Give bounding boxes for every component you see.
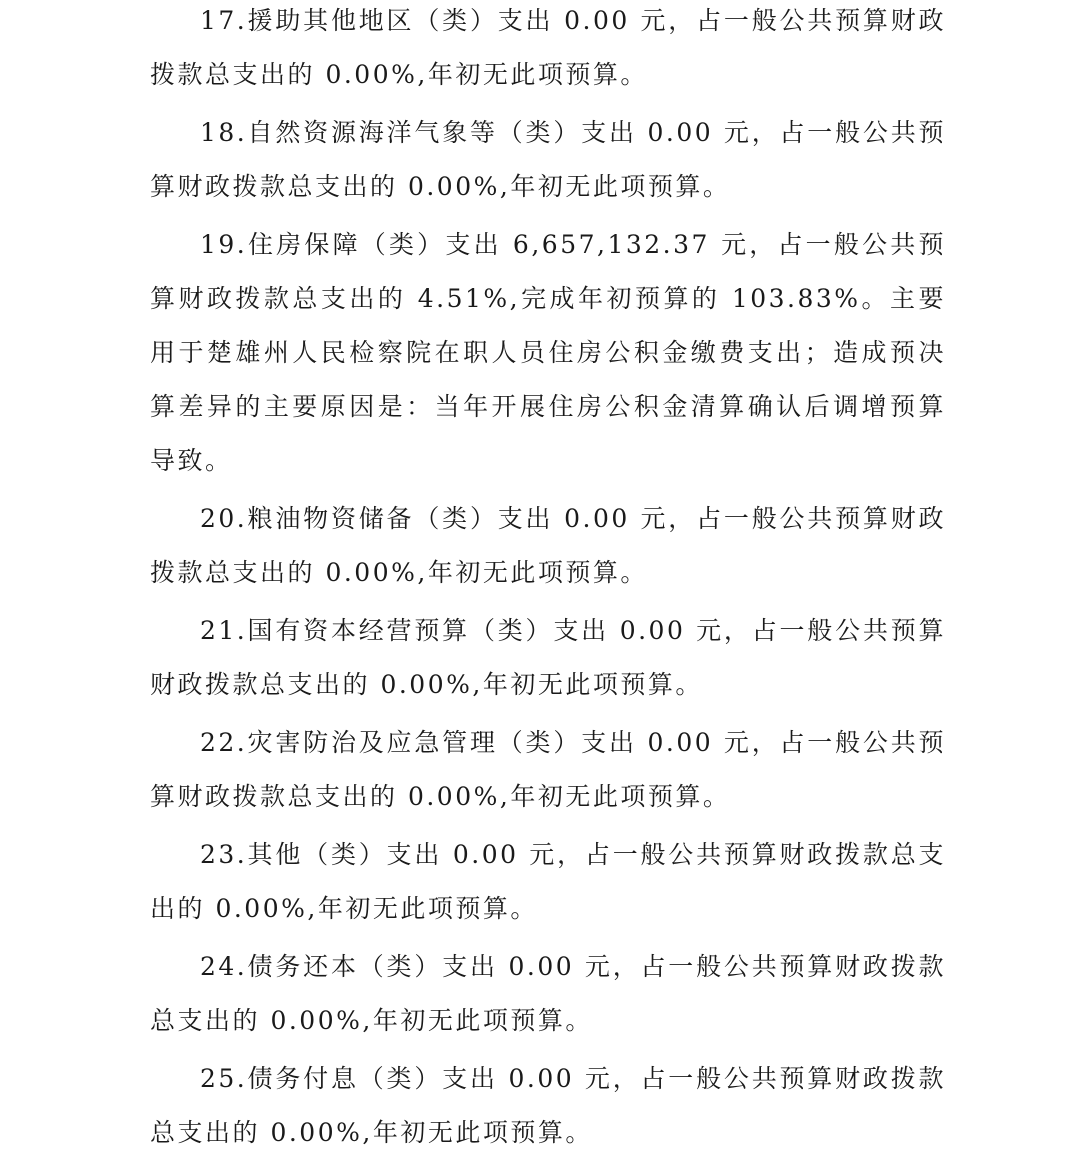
- paragraph-item-23: 23.其他（类）支出 0.00 元，占一般公共预算财政拨款总支出的 0.00%,年初无此项预算。: [150, 840, 946, 923]
- paragraph-item-18: 18.自然资源海洋气象等（类）支出 0.00 元，占一般公共预算财政拨款总支出的 0.00%,年初无此项预算。: [150, 118, 946, 201]
- paragraph-item-17: 17.援助其他地区（类）支出 0.00 元，占一般公共预算财政拨款总支出的 0.00%,年初无此项预算。: [150, 6, 946, 89]
- paragraph-item-19: 19.住房保障（类）支出 6,657,132.37 元，占一般公共预算财政拨款总支出的 4.51%,完成年初预算的 103.83%。主要用于楚雄州人民检察院在职人员住房公积金缴费支出；造成预决算差异的主要原因是：当年开展住房公积金清算确认后调增预算导致。: [150, 230, 946, 475]
- paragraph-item-24: 24.债务还本（类）支出 0.00 元，占一般公共预算财政拨款总支出的 0.00%,年初无此项预算。: [150, 952, 946, 1035]
- document-page: [150, 0, 946, 1147]
- paragraph-item-22: 22.灾害防治及应急管理（类）支出 0.00 元，占一般公共预算财政拨款总支出的 0.00%,年初无此项预算。: [150, 728, 946, 811]
- paragraph-item-20: 20.粮油物资储备（类）支出 0.00 元，占一般公共预算财政拨款总支出的 0.00%,年初无此项预算。: [150, 504, 946, 587]
- paragraph-item-25: 25.债务付息（类）支出 0.00 元，占一般公共预算财政拨款总支出的 0.00%,年初无此项预算。: [150, 1064, 946, 1147]
- paragraph-item-21: 21.国有资本经营预算（类）支出 0.00 元，占一般公共预算财政拨款总支出的 0.00%,年初无此项预算。: [150, 616, 946, 699]
